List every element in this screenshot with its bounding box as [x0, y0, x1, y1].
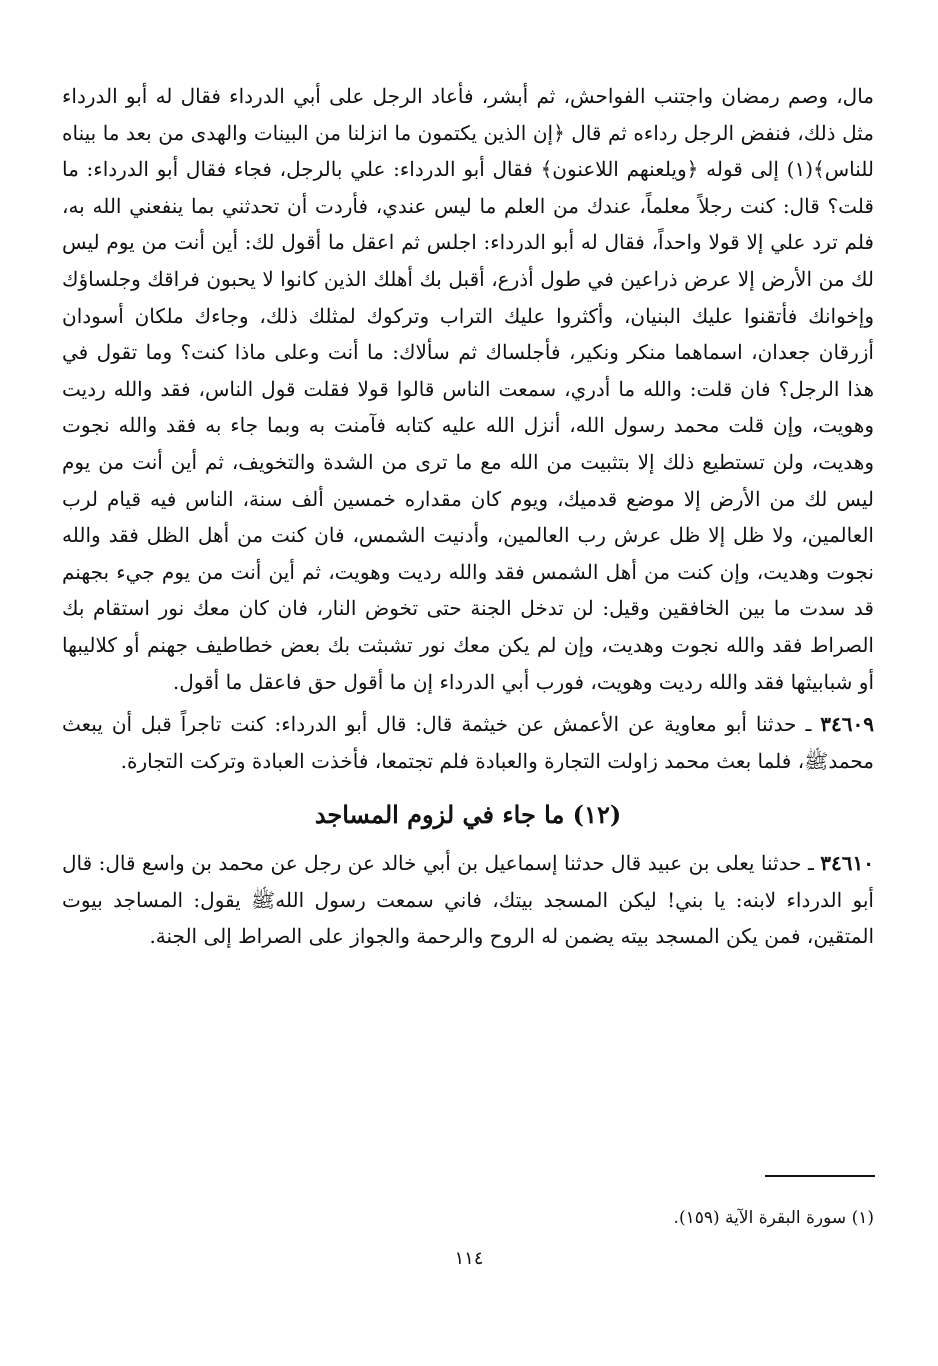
page-body	[62, 78, 874, 955]
chapter-title: (١٢) ما جاء في لزوم المساجد	[314, 800, 622, 830]
footnote-divider	[765, 1175, 875, 1177]
hadith-text: حدثنا يعلى بن عبيد قال حدثنا إسماعيل بن أبي خالد عن رجل عن محمد بن واسع قال: قال أبو الدرداء لابنه: يا بني! ليكن المسجد بيتك، فاني سمعت رسول اللهﷺ يقول: المساجد بيوت المتقين، فمن يكن المسجد بيته يضمن له الروح والرحمة والجواز على الصراط إلى الجنة.	[62, 851, 874, 949]
hadith-number: ٣٤٦١٠	[820, 851, 875, 876]
hadith-text: حدثنا أبو معاوية عن الأعمش عن خيثمة قال: قال أبو الدرداء: كنت تاجراً قبل أن يبعث محمدﷺ، فلما بعث محمد زاولت التجارة والعبادة فلم تجتمعا، فأخذت العبادة وتركت التجارة.	[62, 712, 874, 773]
footnote: (١) سورة البقرة الآية (١٥٩).	[673, 1208, 874, 1228]
page-number: ١١٤	[454, 1248, 484, 1269]
hadith-separator: ـ	[801, 851, 821, 876]
hadith-34610	[62, 845, 874, 955]
hadith-number: ٣٤٦٠٩	[820, 712, 875, 737]
hadith-34609	[62, 706, 874, 779]
hadith-separator: ـ	[796, 712, 821, 737]
paragraph-1: مال، وصم رمضان واجتنب الفواحش، ثم أبشر، فأعاد الرجل على أبي الدرداء فقال له أبو الدرداء مثل ذلك، فنفض الرجل رداءه ثم قال ﴿إن الذين يكتمون ما انزلنا من البينات والهدى من بعد ما بيناه للناس﴾(١) إلى قوله ﴿ويلعنهم اللاعنون﴾ فقال أبو الدرداء: علي بالرجل، فجاء فقال أبو الدرداء: ما قلت؟ قال: كنت رجلاً معلماً، عندك من العلم ما ليس عندي، فأردت أن تحدثني بما ينفعني الله به، فلم ترد علي إلا قولا واحداً، فقال له أبو الدرداء: اجلس ثم اعقل ما أقول لك: أين أنت من يوم ليس لك من الأرض إلا عرض ذراعين في طول أذرع، أقبل بك أهلك الذين كانوا لا يحبون فراقك وجلساؤك وإخوانك فأتقنوا عليك البنيان، وأكثروا عليك التراب وتركوك لمثلك ذلك، وجاءك ملكان أسودان أزرقان جعدان، اسماهما منكر ونكير، فأجلساك ثم سألاك: ما أنت وعلى ماذا كنت؟ وما تقول في هذا الرجل؟ فان قلت: والله ما أدري، سمعت الناس قالوا قولا فقلت قول الناس، فقد والله رديت وهويت، وإن قلت محمد رسول الله، أنزل الله عليه كتابه فآمنت به وبما جاء به فقد والله نجوت وهديت، ولن تستطيع ذلك إلا بتثبيت من الله مع ما ترى من الشدة والتخويف، ثم أين أنت من يوم ليس لك من الأرض إلا موضع قدميك، ويوم كان مقداره خمسين ألف سنة، الناس فيه قيام لرب العالمين، ولا ظل إلا ظل عرش رب العالمين، وأدنيت الشمس، فان كنت من أهل الظل فقد والله نجوت وهديت، وإن كنت من أهل الشمس فقد والله رديت وهويت، ثم أين أنت من يوم جيء بجهنم قد سدت ما بين الخافقين وقيل: لن تدخل الجنة حتى تخوض النار، فان كان معك نور استقام بك الصراط فقد والله نجوت وهديت، وإن لم يكن معك نور تشبثت بك بعض خطاطيف جهنم أو كلاليبها أو شبابيثها فقد والله رديت وهويت، فورب أبي الدرداء إن ما أقول حق فاعقل ما أقول.	[62, 84, 874, 694]
